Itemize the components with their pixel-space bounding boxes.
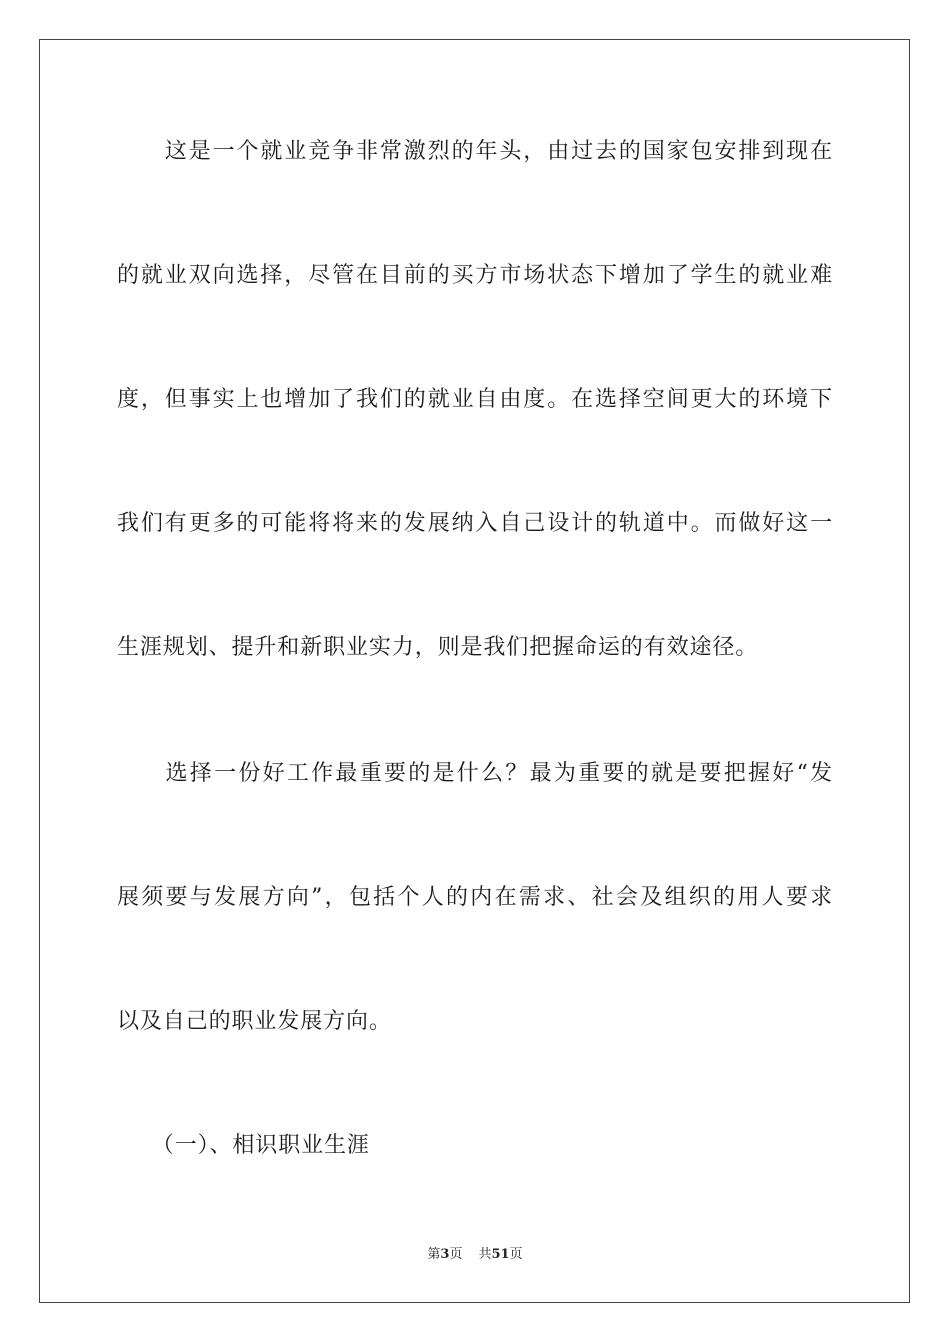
page-prefix: 第 [427,1247,441,1262]
current-page-number: 3 [440,1247,450,1262]
paragraph-2-line-2: 展须要与发展方向”，包括个人的内在需求、社会及组织的用人要求 [117,885,833,910]
total-suffix: 页 [509,1247,523,1262]
paragraph-2-line-1: 选择一份好工作最重要的是什么？最为重要的就是要把握好“发 [117,761,833,786]
paragraph-1-line-2: 的就业双向选择，尽管在目前的买方市场状态下增加了学生的就业难 [117,263,833,288]
paragraph-1-line-3: 度，但事实上也增加了我们的就业自由度。在选择空间更大的环境下 [117,387,833,412]
paragraph-1-line-4: 我们有更多的可能将将来的发展纳入自己设计的轨道中。而做好这一 [117,511,833,536]
total-prefix: 共 [478,1247,492,1262]
page-suffix: 页 [449,1247,463,1262]
paragraph-1-line-5: 生涯规划、提升和新职业实力，则是我们把握命运的有效途径。 [117,635,759,660]
page-footer [0,1246,950,1264]
paragraph-2-line-3: 以及自己的职业发展方向。 [117,1009,392,1034]
total-page-count: 51 [491,1247,510,1262]
paragraph-1-line-1: 这是一个就业竞争非常激烈的年头，由过去的国家包安排到现在 [117,139,833,164]
page-border [39,39,910,1303]
section-heading: （一）、相识职业生涯 [117,1133,370,1158]
